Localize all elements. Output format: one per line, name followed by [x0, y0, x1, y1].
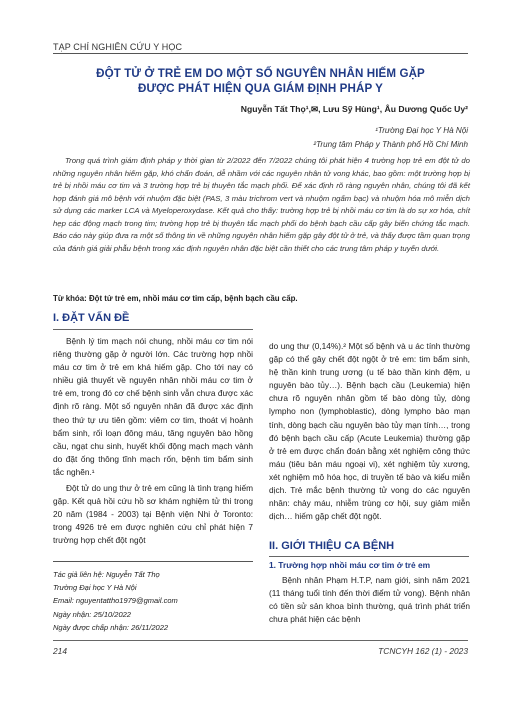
left-column — [53, 335, 253, 551]
journal-name: TẠP CHÍ NGHIÊN CỨU Y HỌC — [53, 42, 183, 52]
footnote-accepted: Ngày được chấp nhận: 26/11/2022 — [53, 622, 169, 632]
section-2-divider — [269, 556, 469, 557]
footnote-divider — [53, 561, 253, 562]
section-2-body — [269, 574, 470, 629]
section-1-heading: I. ĐẶT VẤN ĐỀ — [53, 312, 130, 324]
article-title-line-1: ĐỘT TỬ Ở TRẺ EM DO MỘT SỐ NGUYÊN NHÂN HIẾM GẶP — [96, 67, 425, 80]
affiliation-1: ¹Trường Đại học Y Hà Nội — [375, 126, 468, 135]
section-2-paragraph-1: Bệnh nhân Phạm H.T.P, nam giới, sinh năm 2021 (11 tháng tuổi tính đến thời điểm tử vong). Bệnh nhân có tiền sử sản khoa bình thường, quá trình phát triển chưa phát hiện các bệnh — [269, 575, 470, 625]
section-1-paragraph-1: Bệnh lý tim mạch nói chung, nhồi máu cơ tim nói riêng thường gặp ở người lớn. Các trường hợp nhồi máu cơ tim ở trẻ em khá hiếm gặp. Cho tới nay có nhiều giả thuyết về nguyên nhân nhồi máu cơ tim ở trẻ em, trong đó cơ chế bệnh sinh vẫn chưa được xác định rõ ràng. Một số nguyên nhân đã được xác định theo thứ tự ưu tiên gồm: viêm cơ tim, thoát vị hoành bẩm sinh, rối loạn đông máu, tăng nguyên bào hồng cầu, ngạt chu sinh, huyết khối động mạch mạch vành do đặt ống thông tĩnh mạch rốn, bệnh tim bẩm sinh tắc nghẽn.¹ — [53, 336, 253, 477]
footnote-institution: Trường Đại học Y Hà Nội — [53, 583, 137, 593]
section-2-subheading: 1. Trường hợp nhồi máu cơ tim ở trẻ em — [269, 560, 431, 570]
author-list: Nguyễn Tất Thọ¹,✉, Lưu Sỹ Hùng¹, Âu Dương Quốc Uy² — [240, 104, 468, 114]
page-number: 214 — [53, 646, 67, 656]
keywords: Từ khóa: Đột tử trẻ em, nhồi máu cơ tim cấp, bệnh bạch cầu cấp. — [53, 294, 298, 303]
section-1-paragraph-2: Đột tử do ung thư ở trẻ em cũng là tình trạng hiếm gặp. Kết quả hồi cứu hồ sơ khám nghiệm tử thi trong 20 năm (1984 - 2003) tại Bệnh viện Nhi ở Toronto: trong 4926 trẻ em được nghiên cứu chỉ phát hiện 7 trường hợp chết đột ngột — [53, 483, 253, 546]
correspondence-footnote — [53, 568, 178, 634]
section-1-paragraph-3: do ung thư (0,14%).² Một số bệnh và u ác tính thường gặp có thể gây chết đột ngột ở trẻ em: tim bẩm sinh, hệ thần kinh trung ương (u tế bào thần kinh đệm, u nguyên bào tủy…). Bệnh bạch cầu (Leukemia) hiện chưa rõ nguyên nhân gồm tế bào dòng tủy, dòng lympho non (lymphoblastic), dòng lympho bào mạn tính, dòng bạch cầu nguyên bào tủy mạn tính…, trong đó bệnh bạch cầu cấp (Acute Leukemia) thường gặp ở trẻ em được chẩn đoán bằng xét nghiệm công thức máu (tiêu bản máu ngoại vi), xét nghiệm tủy xương, xét nghiệm mô hóa học, di truyền tế bào và kiểu miễn dịch. Trẻ mắc bệnh thường tử vong do các nguyên nhân: chảy máu, nhiễm trùng cơ hội, suy giảm miễn dịch… hiếm gặp chết đột ngột. — [269, 341, 470, 522]
abstract: Trong quá trình giám định pháp y thời gian từ 2/2022 đến 7/2022 chúng tôi phát hiện 4 trường hợp trẻ em đột tử do những nguyên nhân hiếm gặp, khó chẩn đoán, dễ nhầm với các nguyên nhân tử vong khác, bao gồm: một trường hợp bị trẻ bị nhồi máu cơ tim và 3 trường hợp trẻ bị thuyên tắc mạch phổi. Để xác định rõ ràng nguyên nhân, chúng tôi đã kết hợp đánh giá mô bệnh với nhuộm đặc biệt (PAS, 3 màu trichrom vert và nhuộm ngấm bạc) và nhuộm hóa mô miễn dịch sử dụng các marker LCA và Myeloperoxydase. Kết quả cho thấy: trường hợp trẻ bị nhồi máu cơ tim là do sự xơ hóa, chít hẹp các động mạch trong tim; trường hợp trẻ bị thuyên tắc mạch phổi do bệnh bạch cầu cấp gây biến chứng tắc mạch. Báo cáo này giúp đưa ra một số thông tin về những nguyên nhân hiếm gặp gây đột tử ở trẻ, và thấy được tầm quan trọng của đánh giá giải phẫu bệnh trong xác định nguyên nhân đặc biệt cần thiết cho các trung tâm pháp y tuyến dưới. — [53, 156, 470, 253]
section-1-divider — [53, 329, 253, 330]
footnote-email: Email: nguyentattho1979@gmail.com — [53, 596, 178, 606]
issue-info: TCNCYH 162 (1) - 2023 — [378, 646, 468, 656]
article-title-line-2: ĐƯỢC PHÁT HIỆN QUA GIÁM ĐỊNH PHÁP Y — [137, 82, 384, 95]
footnote-received: Ngày nhận: 25/10/2022 — [53, 609, 131, 619]
footer-divider — [53, 640, 468, 641]
section-2-heading: II. GIỚI THIỆU CA BỆNH — [269, 540, 395, 552]
journal-divider — [53, 53, 468, 54]
footnote-author: Tác giả liên hệ: Nguyễn Tất Thọ — [53, 570, 160, 579]
right-column — [269, 340, 470, 526]
affiliation-2: ²Trung tâm Pháp y Thành phố Hồ Chí Minh — [313, 140, 468, 149]
